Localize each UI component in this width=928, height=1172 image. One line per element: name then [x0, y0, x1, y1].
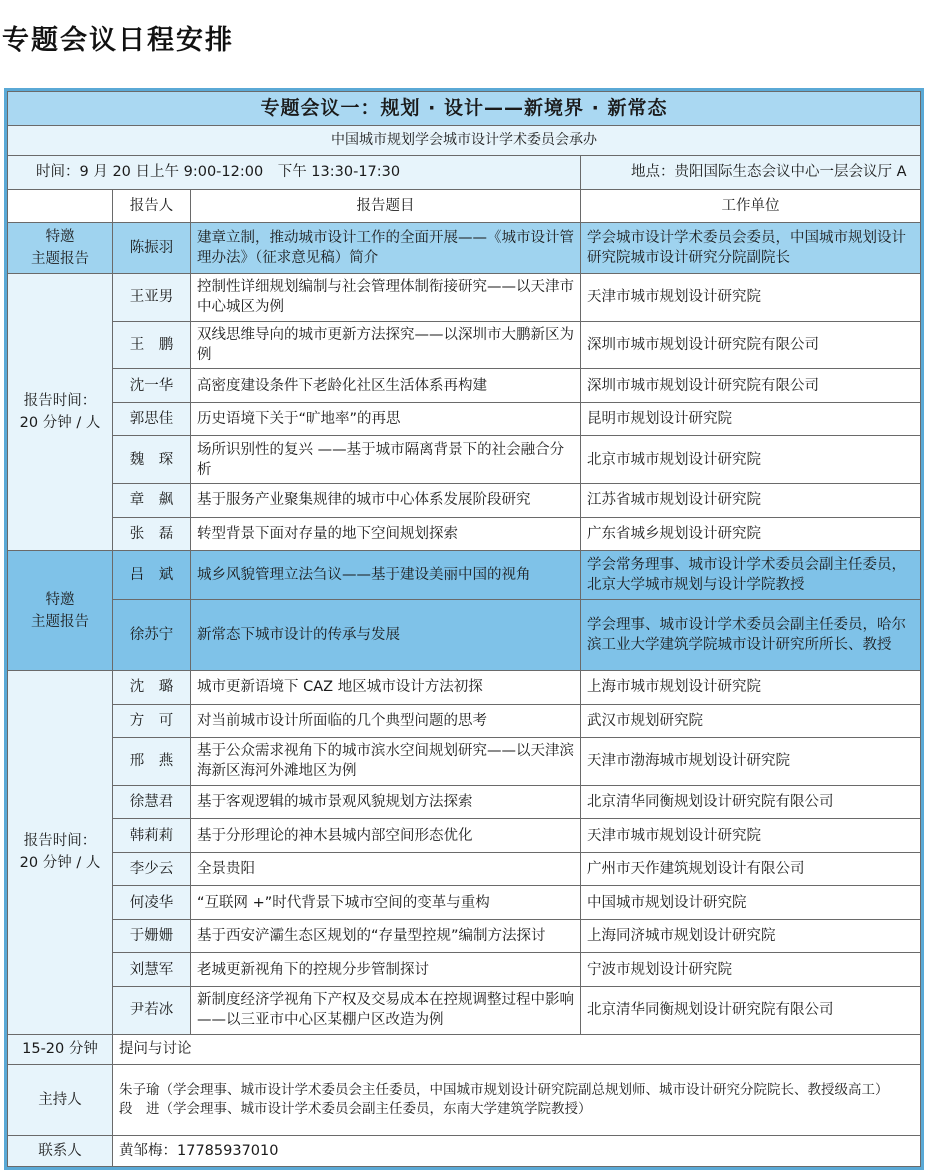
work-unit: 天津市渤海城市规划设计研究院	[581, 738, 921, 786]
speaker-name: 邢 燕	[113, 738, 191, 786]
work-unit: 北京清华同衡规划设计研究院有限公司	[581, 785, 921, 819]
contact-value: 黄邹梅：17785937010	[113, 1136, 921, 1167]
discussion-label: 提问与讨论	[113, 1034, 921, 1064]
table-row	[8, 953, 921, 987]
report-topic: 全景贵阳	[191, 852, 581, 886]
speaker-name: 陈振羽	[113, 223, 191, 274]
group-label: 报告时间： 20 分钟 / 人	[8, 273, 113, 550]
speaker-name: 刘慧军	[113, 953, 191, 987]
report-topic: “互联网 +”时代背景下城市空间的变革与重构	[191, 886, 581, 920]
table-row	[8, 517, 921, 551]
report-topic: 双线思维导向的城市更新方法探究——以深圳市大鹏新区为例	[191, 321, 581, 369]
work-unit: 学会理事、城市设计学术委员会副主任委员，哈尔滨工业大学建筑学院城市设计研究所所长、教授	[581, 599, 921, 670]
work-unit: 天津市城市规划设计研究院	[581, 819, 921, 853]
speaker-name: 吕 斌	[113, 551, 191, 600]
work-unit: 中国城市规划设计研究院	[581, 886, 921, 920]
work-unit: 深圳市城市规划设计研究院有限公司	[581, 369, 921, 403]
work-unit: 深圳市城市规划设计研究院有限公司	[581, 321, 921, 369]
table-row	[8, 704, 921, 738]
table-row	[8, 599, 921, 670]
work-unit: 广东省城乡规划设计研究院	[581, 517, 921, 551]
table-row	[8, 819, 921, 853]
speaker-name: 何凌华	[113, 886, 191, 920]
host-name: 朱子瑜	[119, 1082, 160, 1099]
speaker-name: 张 磊	[113, 517, 191, 551]
group-label: 报告时间： 20 分钟 / 人	[8, 671, 113, 1035]
report-topic: 新常态下城市设计的传承与发展	[191, 599, 581, 670]
session-time: 时间：9 月 20 日上午 9:00-12:00 下午 13:30-17:30	[8, 155, 581, 189]
session-location: 地点：贵阳国际生态会议中心一层会议厅 A	[581, 155, 921, 189]
speaker-name: 徐苏宁	[113, 599, 191, 670]
header-speaker: 报告人	[113, 189, 191, 223]
table-row	[8, 551, 921, 600]
table-row	[8, 369, 921, 403]
speaker-name: 郭思佳	[113, 402, 191, 436]
host-name: 段 进	[119, 1101, 160, 1118]
host-description: （学会理事、城市设计学术委员会副主任委员，东南大学建筑学院教授）	[159, 1101, 592, 1118]
speaker-name: 方 可	[113, 704, 191, 738]
table-row	[8, 273, 921, 321]
header-blank	[8, 189, 113, 223]
table-row	[8, 738, 921, 786]
speaker-name: 王 鹏	[113, 321, 191, 369]
table-row	[8, 223, 921, 274]
host-description: （学会理事、城市设计学术委员会主任委员，中国城市规划设计研究院副总规划师、城市设计研究分院院长、教授级高工）	[159, 1082, 889, 1099]
contact-label: 联系人	[8, 1136, 113, 1167]
table-row	[8, 886, 921, 920]
report-topic: 基于服务产业聚集规律的城市中心体系发展阶段研究	[191, 484, 581, 518]
speaker-name: 尹若冰	[113, 986, 191, 1034]
table-row	[8, 436, 921, 484]
contact-row	[8, 1136, 921, 1167]
report-topic: 高密度建设条件下老龄化社区生活体系再构建	[191, 369, 581, 403]
work-unit: 宁波市规划设计研究院	[581, 953, 921, 987]
speaker-name: 徐慧君	[113, 785, 191, 819]
hosts-label: 主持人	[8, 1065, 113, 1136]
table-row	[8, 671, 921, 705]
report-topic: 基于分形理论的神木县城内部空间形态优化	[191, 819, 581, 853]
hosts-row	[8, 1065, 921, 1136]
report-topic: 转型背景下面对存量的地下空间规划探索	[191, 517, 581, 551]
report-topic: 新制度经济学视角下产权及交易成本在控规调整过程中影响 ——以三亚市中心区某棚户区改造为例	[191, 986, 581, 1034]
work-unit: 北京市城市规划设计研究院	[581, 436, 921, 484]
table-row	[8, 986, 921, 1034]
schedule-sheet	[4, 88, 924, 1170]
work-unit: 学会常务理事、城市设计学术委员会副主任委员，北京大学城市规划与设计学院教授	[581, 551, 921, 600]
discussion-time: 15-20 分钟	[8, 1034, 113, 1064]
report-topic: 场所识别性的复兴 ——基于城市隔离背景下的社会融合分析	[191, 436, 581, 484]
table-row	[8, 852, 921, 886]
speaker-name: 李少云	[113, 852, 191, 886]
work-unit: 江苏省城市规划设计研究院	[581, 484, 921, 518]
work-unit: 上海同济城市规划设计研究院	[581, 919, 921, 953]
speaker-name: 沈一华	[113, 369, 191, 403]
speaker-name: 王亚男	[113, 273, 191, 321]
speaker-name: 沈 璐	[113, 671, 191, 705]
report-topic: 控制性详细规划编制与社会管理体制衔接研究——以天津市中心城区为例	[191, 273, 581, 321]
work-unit: 天津市城市规划设计研究院	[581, 273, 921, 321]
work-unit: 上海市城市规划设计研究院	[581, 671, 921, 705]
header-topic: 报告题目	[191, 189, 581, 223]
report-topic: 基于客观逻辑的城市景观风貌规划方法探索	[191, 785, 581, 819]
session-organizer: 中国城市规划学会城市设计学术委员会承办	[8, 125, 921, 155]
page-title: 专题会议日程安排	[2, 25, 234, 56]
group-label: 特邀 主题报告	[8, 551, 113, 671]
work-unit: 昆明市规划设计研究院	[581, 402, 921, 436]
header-unit: 工作单位	[581, 189, 921, 223]
work-unit: 广州市天作建筑规划设计有限公司	[581, 852, 921, 886]
table-row	[8, 785, 921, 819]
work-unit: 学会城市设计学术委员会委员，中国城市规划设计研究院城市设计研究分院副院长	[581, 223, 921, 274]
session-title: 专题会议一：规划 · 设计——新境界 · 新常态	[8, 92, 921, 126]
discussion-row	[8, 1034, 921, 1064]
work-unit: 武汉市规划研究院	[581, 704, 921, 738]
report-topic: 老城更新视角下的控规分步管制探讨	[191, 953, 581, 987]
table-row	[8, 402, 921, 436]
report-topic: 建章立制，推动城市设计工作的全面开展——《城市设计管理办法》（征求意见稿）简介	[191, 223, 581, 274]
report-topic: 城市更新语境下 CAZ 地区城市设计方法初探	[191, 671, 581, 705]
speaker-name: 韩莉莉	[113, 819, 191, 853]
speaker-name: 魏 琛	[113, 436, 191, 484]
speaker-name: 章 飙	[113, 484, 191, 518]
report-topic: 基于西安浐灞生态区规划的“存量型控规”编制方法探讨	[191, 919, 581, 953]
group-label: 特邀 主题报告	[8, 223, 113, 274]
report-topic: 基于公众需求视角下的城市滨水空间规划研究——以天津滨海新区海河外滩地区为例	[191, 738, 581, 786]
table-row	[8, 919, 921, 953]
report-topic: 历史语境下关于“旷地率”的再思	[191, 402, 581, 436]
table-row	[8, 484, 921, 518]
report-topic: 对当前城市设计所面临的几个典型问题的思考	[191, 704, 581, 738]
table-row	[8, 321, 921, 369]
speaker-name: 于姗姗	[113, 919, 191, 953]
schedule-table	[7, 91, 921, 1167]
hosts-detail	[113, 1065, 921, 1136]
report-topic: 城乡风貌管理立法刍议——基于建设美丽中国的视角	[191, 551, 581, 600]
work-unit: 北京清华同衡规划设计研究院有限公司	[581, 986, 921, 1034]
